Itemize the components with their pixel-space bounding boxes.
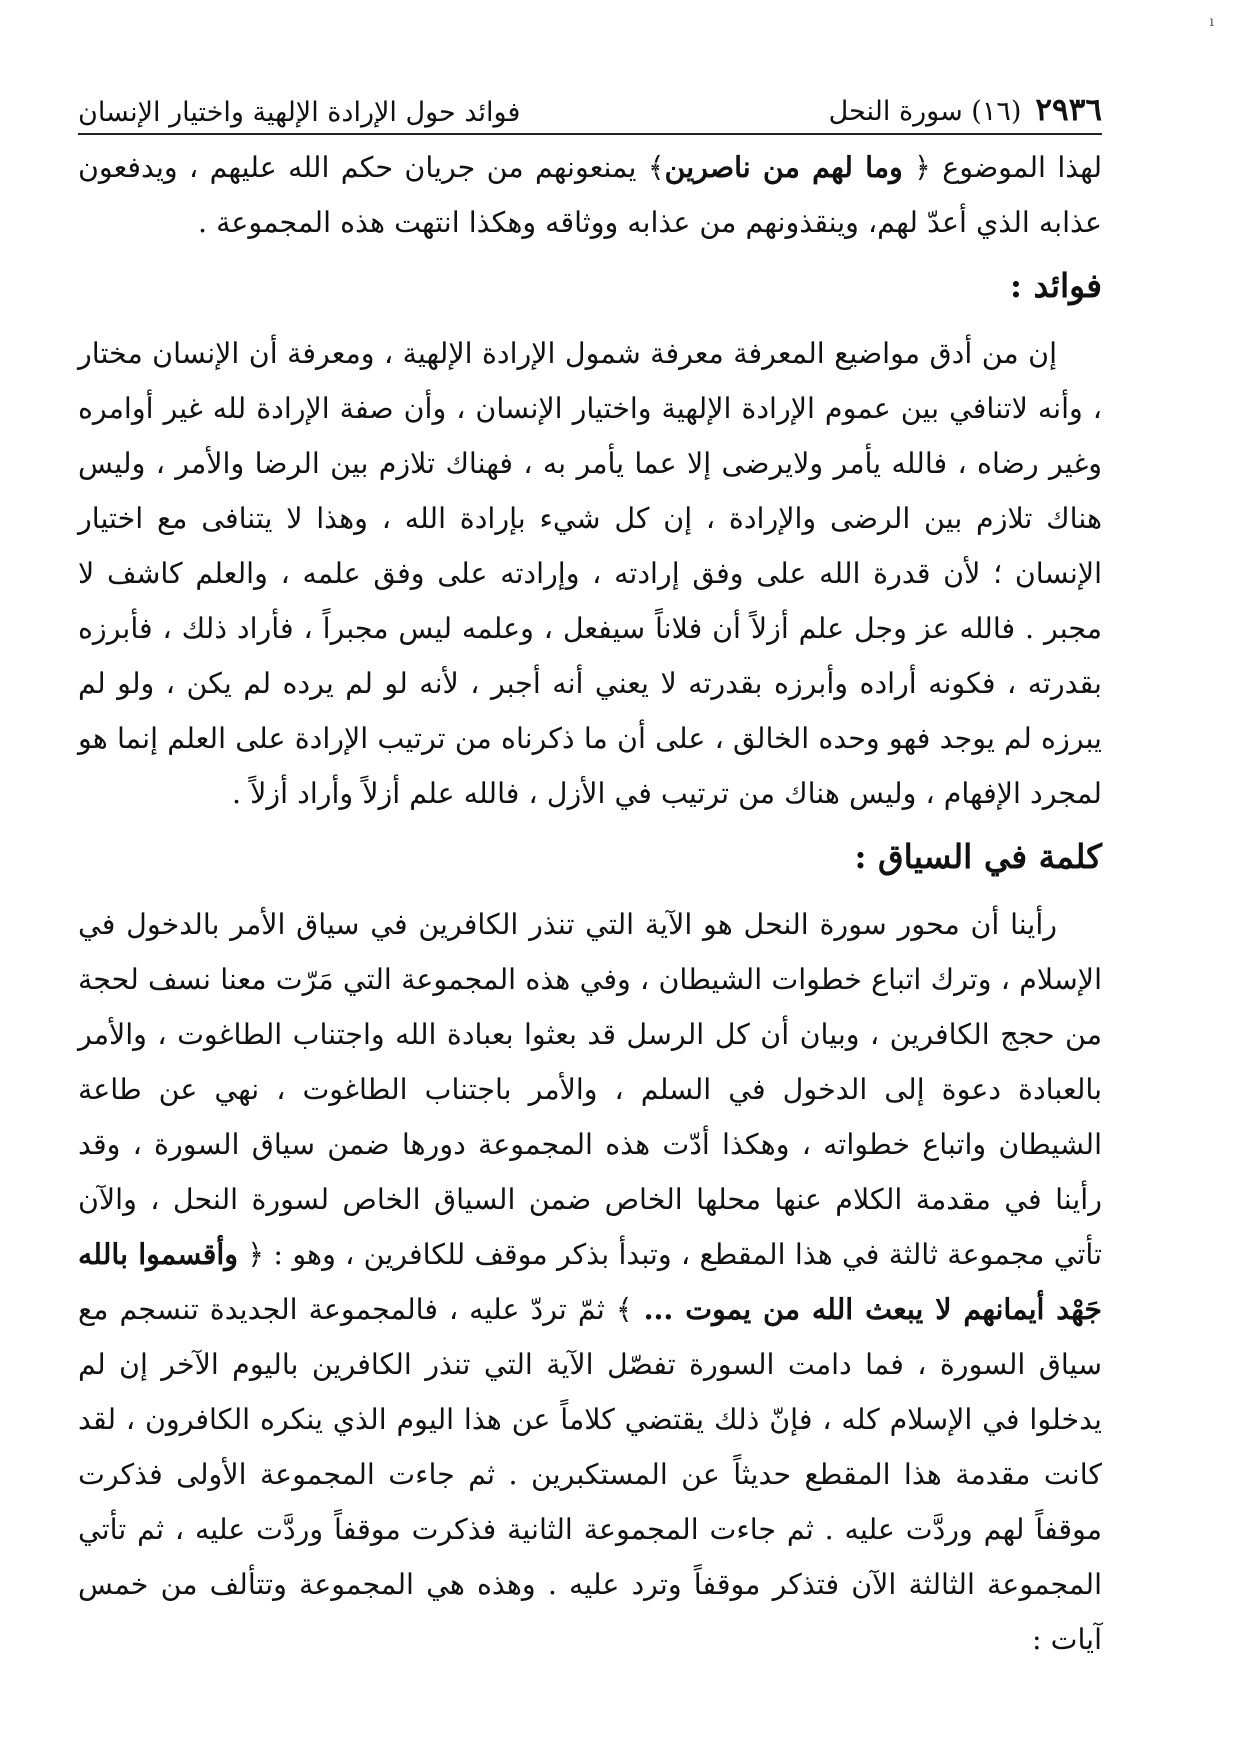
section-heading-context: كلمة في السياق :: [854, 837, 1102, 876]
quote-open-mark: ﴿: [247, 1238, 265, 1271]
header-right: [829, 92, 1102, 128]
running-title: فوائد حول الإرادة الإلهية واختيار الإنسان: [78, 97, 521, 128]
p1-before: لهذا الموضوع: [942, 151, 1103, 184]
quote-close-mark: ﴾: [647, 151, 665, 184]
p3-before: رأينا أن محور سورة النحل هو الآية التي تنذر الكافرين في سياق الأمر بالدخول في الإسلام ، وترك اتباع خطوات الشيطان ، وفي هذه المجموعة التي مَرّت معنا نسف لحجة من حجج الكافرين ، وبيان أن كل الرسل قد بعثوا بعبادة الله واجتناب الطاغوت ، والأمر بالعبادة دعوة إلى الدخول في السلم ، والأمر باجتناب الطاغوت ، نهي عن طاعة الشيطان واتباع خطواته ، وهكذا أدّت هذه المجموعة دورها ضمن سياق السورة ، وقد رأينا في مقدمة الكلام عنها محلها الخاص ضمن السياق الخاص لسورة النحل ، والآن تأتي مجموعة ثالثة في هذا المقطع ، وتبدأ بذكر موقف للكافرين ، وهو :: [78, 908, 1103, 1271]
surah-title: (١٦) سورة النحل: [828, 96, 1022, 127]
section-heading-benefits: فوائد :: [1009, 266, 1102, 305]
quote-close-mark: ﴾: [615, 1293, 633, 1326]
quran-quote-2: وأقسموا بالله جَهْد أيمانهم لا يبعث الله من يموت ...: [78, 1237, 1103, 1326]
paragraph-3: [78, 897, 1102, 1667]
page-number: ٢٩٣٦: [1035, 92, 1102, 128]
page-body: [78, 140, 1102, 1667]
corner-mark: ı: [1209, 14, 1214, 30]
paragraph-1: [78, 140, 1102, 250]
page-header: [78, 78, 1102, 128]
p3-after: ثمّ تردّ عليه ، فالمجموعة الجديدة تنسجم مع سياق السورة ، فما دامت السورة تفصّل الآية التي تنذر الكافرين باليوم الآخر إن لم يدخلوا في الإسلام كله ، فإنّ ذلك يقتضي كلاماً عن هذا اليوم الذي ينكره الكافرون ، لقد كانت مقدمة هذا المقطع حديثاً عن المستكبرين . ثم جاءت المجموعة الأولى فذكرت موقفاً لهم وردَّت عليه . ثم جاءت المجموعة الثانية فذكرت موقفاً وردَّت عليه ، ثم تأتي المجموعة الثالثة الآن فتذكر موقفاً وترد عليه . وهذه هي المجموعة وتتألف من خمس آيات :: [78, 1293, 1102, 1656]
paragraph-2: إن من أدق مواضيع المعرفة معرفة شمول الإرادة الإلهية ، ومعرفة أن الإنسان مختار ، وأنه لاتنافي بين عموم الإرادة الإلهية واختيار الإنسان ، وأن صفة الإرادة لله غير أوامره وغير رضاه ، فالله يأمر ولايرضى إلا عما يأمر به ، فهناك تلازم بين الرضا والأمر ، وليس هناك تلازم بين الرضى والإرادة ، إن كل شيء بإرادة الله ، وهذا لا يتنافى مع اختيار الإنسان ؛ لأن قدرة الله على وفق إرادته ، وإرادته على وفق علمه ، والعلم كاشف لا مجبر . فالله عز وجل علم أزلاً أن فلاناً سيفعل ، وعلمه ليس مجبراً ، فأراد ذلك ، فأبرزه بقدرته ، فكونه أراده وأبرزه بقدرته لا يعني أنه أجبر ، لأنه لو لم يرده لم يكن ، ولو لم يبرزه لم يوجد فهو وحده الخالق ، على أن ما ذكرناه من ترتيب الإرادة على العلم إنما هو لمجرد الإفهام ، وليس هناك من ترتيب في الأزل ، فالله علم أزلاً وأراد أزلاً .: [78, 337, 1102, 810]
p1-after: يمنعونهم من جريان حكم الله عليهم ، ويدفعون عذابه الذي أعدّ لهم، وينقذونهم من عذابه ووثاقه وهكذا انتهت هذه المجموعة .: [78, 151, 1102, 239]
header-rule: [78, 133, 1102, 135]
quran-quote-1: وما لهم من ناصرين: [664, 150, 903, 184]
quote-open-mark: ﴿: [914, 151, 931, 184]
